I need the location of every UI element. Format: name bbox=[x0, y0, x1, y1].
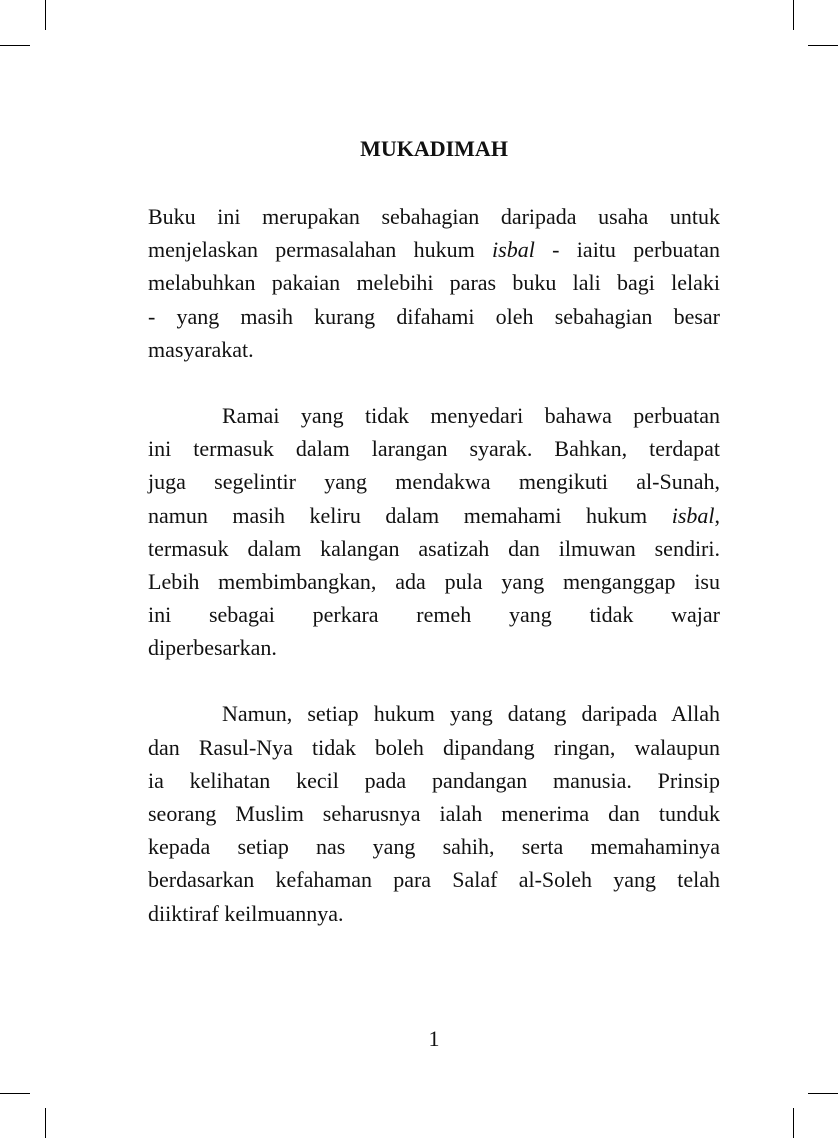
text-line bbox=[148, 266, 720, 299]
crop-mark bbox=[808, 1093, 838, 1094]
italic-term: isbal bbox=[492, 237, 535, 263]
text-line bbox=[148, 598, 720, 631]
crop-mark bbox=[45, 0, 46, 30]
text-line bbox=[148, 797, 720, 830]
text-segment: ini termasuk dalam larangan syarak. Bahkan, terdapat bbox=[148, 436, 720, 462]
page-number: 1 bbox=[428, 1026, 440, 1051]
text-segment: diiktiraf keilmuannya. bbox=[148, 900, 344, 926]
text-line bbox=[148, 697, 720, 730]
text-segment: - iaitu perbuatan bbox=[534, 237, 720, 263]
text-segment: Ramai yang tidak menyedari bahawa perbuatan bbox=[222, 402, 720, 428]
crop-mark bbox=[0, 45, 30, 46]
text-segment: kepada setiap nas yang sahih, serta memahaminya bbox=[148, 834, 720, 860]
text-line bbox=[148, 565, 720, 598]
text-line bbox=[148, 731, 720, 764]
text-segment: termasuk dalam kalangan asatizah dan ilmuwan sendiri. bbox=[148, 535, 720, 561]
text-segment: menjelaskan permasalahan hukum bbox=[148, 237, 493, 263]
italic-term: isbal bbox=[671, 502, 715, 528]
crop-mark bbox=[45, 1108, 46, 1138]
text-line bbox=[148, 764, 720, 797]
text-line bbox=[148, 631, 720, 664]
text-segment: dan Rasul-Nya tidak boleh dipandang ringan, walaupun bbox=[148, 734, 720, 760]
text-segment: diperbesarkan. bbox=[148, 635, 277, 661]
text-segment: , bbox=[714, 502, 720, 528]
text-segment: melabuhkan pakaian melebihi paras buku lali bagi lelaki bbox=[148, 270, 720, 296]
text-segment: - yang masih kurang difahami oleh sebahagian besar bbox=[148, 303, 720, 329]
text-line bbox=[148, 233, 720, 266]
text-segment: Lebih membimbangkan, ada pula yang menganggap isu bbox=[148, 568, 720, 594]
crop-mark bbox=[808, 45, 838, 46]
text-segment: ia kelihatan kecil pada pandangan manusia. Prinsip bbox=[148, 767, 720, 793]
text-line bbox=[148, 532, 720, 565]
text-line bbox=[148, 399, 720, 432]
text-line bbox=[148, 432, 720, 465]
crop-mark bbox=[793, 1108, 794, 1138]
text-line bbox=[148, 499, 720, 532]
text-segment: namun masih keliru dalam memahami hukum bbox=[148, 502, 672, 528]
text-segment: Namun, setiap hukum yang datang daripada Allah bbox=[222, 701, 720, 727]
paragraph bbox=[148, 200, 720, 366]
text-line bbox=[148, 897, 720, 930]
text-line bbox=[148, 300, 720, 333]
crop-mark bbox=[0, 1093, 30, 1094]
paragraph bbox=[148, 399, 720, 665]
text-segment: berdasarkan kefahaman para Salaf al-Soleh yang telah bbox=[148, 867, 720, 893]
text-segment: masyarakat. bbox=[148, 336, 254, 362]
paragraph bbox=[148, 697, 720, 929]
text-segment: seorang Muslim seharusnya ialah menerima dan tunduk bbox=[148, 801, 720, 826]
text-segment: juga segelintir yang mendakwa mengikuti al-Sunah, bbox=[148, 469, 720, 495]
text-line bbox=[148, 333, 720, 366]
text-line bbox=[148, 863, 720, 896]
text-line bbox=[148, 830, 720, 863]
text-line bbox=[148, 465, 720, 498]
text-segment: Buku ini merupakan sebahagian daripada usaha untuk bbox=[148, 204, 720, 229]
text-segment: ini sebagai perkara remeh yang tidak wajar bbox=[148, 602, 720, 628]
page-title: MUKADIMAH bbox=[360, 136, 508, 161]
text-line bbox=[148, 200, 720, 233]
crop-mark bbox=[793, 0, 794, 30]
body-text bbox=[148, 200, 720, 963]
